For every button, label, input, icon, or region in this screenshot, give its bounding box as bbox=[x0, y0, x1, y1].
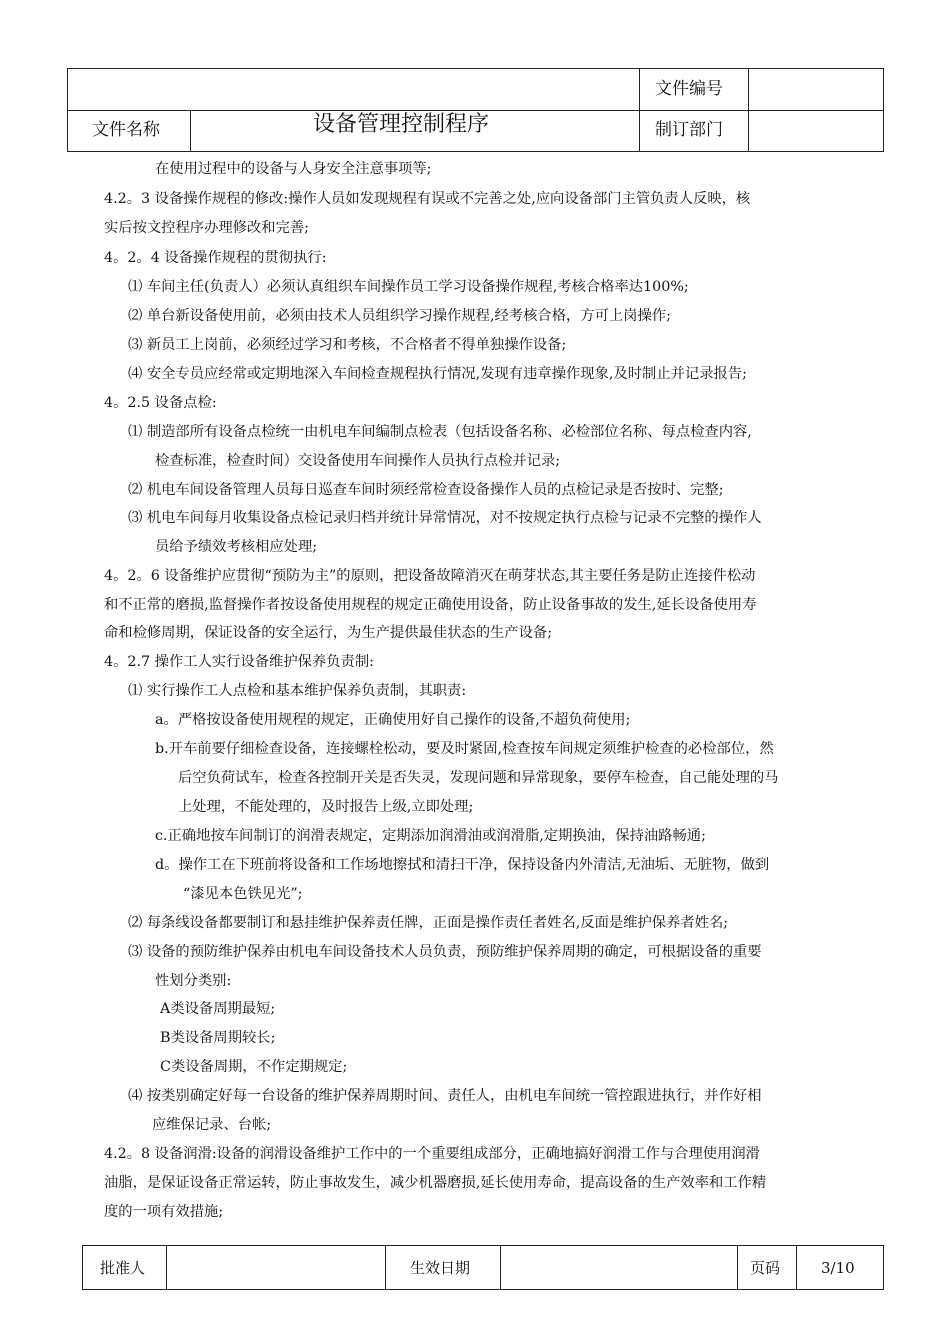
text-line: 4。2.5 设备点检: bbox=[104, 395, 217, 411]
text-line: 度的一项有效措施; bbox=[104, 1204, 224, 1220]
text-line: 4。2.7 操作工人实行设备维护保养负责制: bbox=[104, 654, 374, 670]
text-line: ⑴ 实行操作工人点检和基本维护保养负责制，其职责: bbox=[128, 683, 467, 699]
text-line: 命和检修周期，保证设备的安全运行，为生产提供最佳状态的生产设备; bbox=[104, 625, 553, 641]
text-line: c.正确地按车间制订的润滑表规定，定期添加润滑油或润滑脂,定期换油，保持油路畅通; bbox=[155, 828, 706, 844]
dept-label: 制订部门 bbox=[655, 120, 723, 140]
text-line: ⑵ 机电车间设备管理人员每日巡查车间时须经常检查设备操作人员的点检记录是否按时、完整; bbox=[128, 482, 724, 498]
text-line: ⑷ 安全专员应经常或定期地深入车间检查规程执行情况,发现有违章操作现象,及时制止并记录报告; bbox=[128, 366, 747, 382]
text-line: 性划分类别: bbox=[155, 973, 232, 989]
doc-title: 设备管理控制程序 bbox=[313, 112, 490, 137]
footer-col-divider bbox=[385, 1246, 386, 1289]
text-line: ⑴ 制造部所有设备点检统一由机电车间编制点检表（包括设备名称、必检部位名称、每点检查内容, bbox=[128, 424, 752, 440]
text-line: “漆见本色铁见光”; bbox=[183, 886, 303, 902]
text-line: C类设备周期，不作定期规定; bbox=[160, 1059, 348, 1075]
text-line: 4。2。6 设备维护应贯彻“预防为主”的原则，把设备故障消灭在萌芽状态,其主要任务是防止连接件松动 bbox=[104, 568, 756, 584]
text-line: 4.2。3 设备操作规程的修改:操作人员如发现规程有误或不完善之处,应向设备部门主管负责人反映，核 bbox=[104, 191, 751, 207]
text-line: ⑴ 车间主任(负责人）必须认真组织车间操作员工学习设备操作规程,考核合格率达100%; bbox=[128, 279, 689, 295]
text-line: d。操作工在下班前将设备和工作场地擦拭和清扫干净，保持设备内外清洁,无油垢、无脏物，做到 bbox=[155, 857, 770, 873]
footer-col-divider bbox=[166, 1246, 167, 1289]
text-line: 在使用过程中的设备与人身安全注意事项等; bbox=[155, 161, 432, 177]
text-line: 4.2。8 设备润滑:设备的润滑设备维护工作中的一个重要组成部分，正确地搞好润滑工作与合理使用润滑 bbox=[104, 1146, 760, 1162]
text-line: 员给予绩效考核相应处理; bbox=[155, 539, 318, 555]
text-line: 上处理，不能处理的，及时报告上级,立即处理; bbox=[178, 799, 474, 815]
text-line: A类设备周期最短; bbox=[160, 1001, 276, 1017]
footer-col-divider bbox=[737, 1246, 738, 1289]
text-line: 后空负荷试车，检查各控制开关是否失灵，发现问题和异常现象，要停车检查，自己能处理的马 bbox=[178, 770, 779, 786]
approver-label: 批准人 bbox=[100, 1259, 146, 1277]
footer-col-divider bbox=[796, 1246, 797, 1289]
text-line: ⑷ 按类别确定好每一台设备的维护保养周期时间、责任人，由机电车间统一管控跟进执行，并作好相 bbox=[128, 1088, 762, 1104]
text-line: 油脂，是保证设备正常运转，防止事故发生，减少机器磨损,延长使用寿命，提高设备的生产效率和工作精 bbox=[104, 1175, 767, 1191]
page-number: 3/10 bbox=[821, 1259, 855, 1277]
doc-name-label: 文件名称 bbox=[92, 120, 160, 140]
text-line: b.开车前要仔细检查设备，连接螺栓松动，要及时紧固,检查按车间规定须维护检查的必检部位，然 bbox=[155, 741, 774, 757]
text-line: ⑶ 设备的预防维护保养由机电车间设备技术人员负责，预防维护保养周期的确定，可根据设备的重要 bbox=[128, 944, 762, 960]
text-line: a。严格按设备使用规程的规定，正确使用好自己操作的设备,不超负荷使用; bbox=[155, 712, 631, 728]
text-line: 应维保记录、台帐; bbox=[152, 1117, 272, 1133]
text-line: ⑵ 每条线设备都要制订和悬挂维护保养责任牌，正面是操作责任者姓名,反面是维护保养者姓名; bbox=[128, 915, 729, 931]
page-label: 页码 bbox=[750, 1259, 781, 1277]
text-line: ⑵ 单台新设备使用前，必须由技术人员组织学习操作规程,经考核合格，方可上岗操作; bbox=[128, 308, 671, 324]
text-line: 和不正常的磨损,监督操作者按设备使用规程的规定正确使用设备，防止设备事故的发生,延长设备使用寿 bbox=[104, 597, 757, 613]
effective-date-label: 生效日期 bbox=[410, 1259, 471, 1277]
footer-col-divider bbox=[500, 1246, 501, 1289]
text-line: 4。2。4 设备操作规程的贯彻执行: bbox=[104, 250, 327, 266]
text-line: ⑶ 新员工上岗前，必须经过学习和考核，不合格者不得单独操作设备; bbox=[128, 337, 567, 353]
text-line: 实后按文控程序办理修改和完善; bbox=[104, 220, 309, 236]
text-line: 检查标准，检查时间）交设备使用车间操作人员执行点检并记录; bbox=[155, 453, 561, 469]
doc-number-label: 文件编号 bbox=[655, 79, 723, 99]
footer-table bbox=[82, 1245, 884, 1290]
text-line: ⑶ 机电车间每月收集设备点检记录归档并统计异常情况，对不按规定执行点检与记录不完整的操作人 bbox=[128, 510, 762, 526]
text-line: B类设备周期较长; bbox=[160, 1030, 276, 1046]
